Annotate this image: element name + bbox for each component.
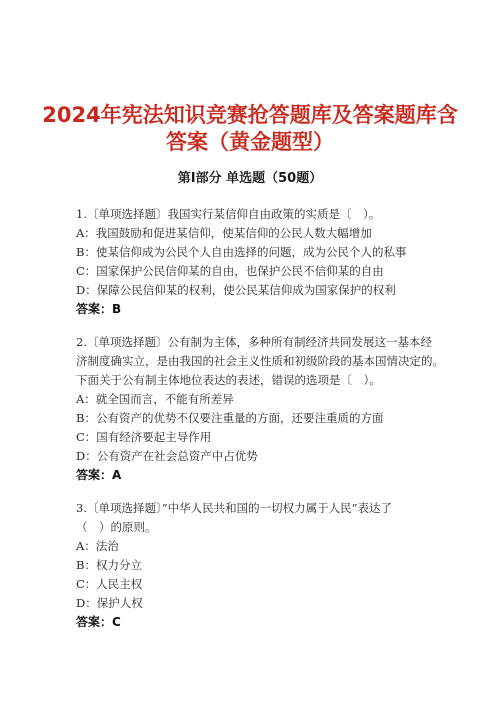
- answer: 答案：B: [76, 302, 122, 316]
- option-b: B：权力分立: [76, 558, 142, 572]
- section-heading: 第Ⅰ部分 单选题（50题）: [177, 171, 323, 186]
- option-c: C：国家保护公民信仰某的自由，也保护公民不信仰某的自由: [76, 264, 384, 278]
- question-stem: 济制度确实立，是由我国的社会主义性质和初级阶段的基本国情决定的。: [76, 354, 444, 368]
- question-stem: 1.〔单项选择题〕我国实行某信仰自由政策的实质是〔 ）。: [76, 207, 381, 221]
- answer: 答案：A: [76, 468, 122, 482]
- question-stem: 下面关于公有制主体地位表达的表述，错误的选项是〔 ）。: [76, 373, 381, 387]
- option-a: A：我国鼓励和促进某信仰，使某信仰的公民人数大幅增加: [76, 226, 372, 240]
- answer: 答案：C: [76, 615, 121, 629]
- option-b: B：公有资产的优势不仅要注重量的方面，还要注重质的方面: [76, 411, 384, 425]
- title-line-1: 2024年宪法知识竞赛抢答题库及答案题库含: [42, 103, 458, 127]
- question-stem: 3.〔单项选择题〕”中华人民共和国的一切权力属于人民”表达了: [76, 501, 392, 515]
- option-a: A：就全国而言，不能有所差异: [76, 392, 234, 406]
- title-line-2: 答案（黄金题型）: [166, 130, 334, 154]
- question-stem: （ ）的原则。: [76, 520, 157, 534]
- option-a: A：法治: [76, 539, 119, 553]
- question-stem: 2.〔单项选择题〕公有制为主体，多种所有制经济共同发展这一基本经: [76, 335, 432, 349]
- option-d: D：公有资产在社会总资产中占优势: [76, 449, 258, 463]
- option-c: C：人民主权: [76, 577, 143, 591]
- option-d: D：保障公民信仰某的权利，使公民某信仰成为国家保护的权利: [76, 283, 396, 297]
- option-c: C：国有经济要起主导作用: [76, 430, 212, 444]
- option-d: D：保护人权: [76, 596, 143, 610]
- option-b: B：使某信仰成为公民个人自由选择的问题，成为公民个人的私事: [76, 245, 407, 259]
